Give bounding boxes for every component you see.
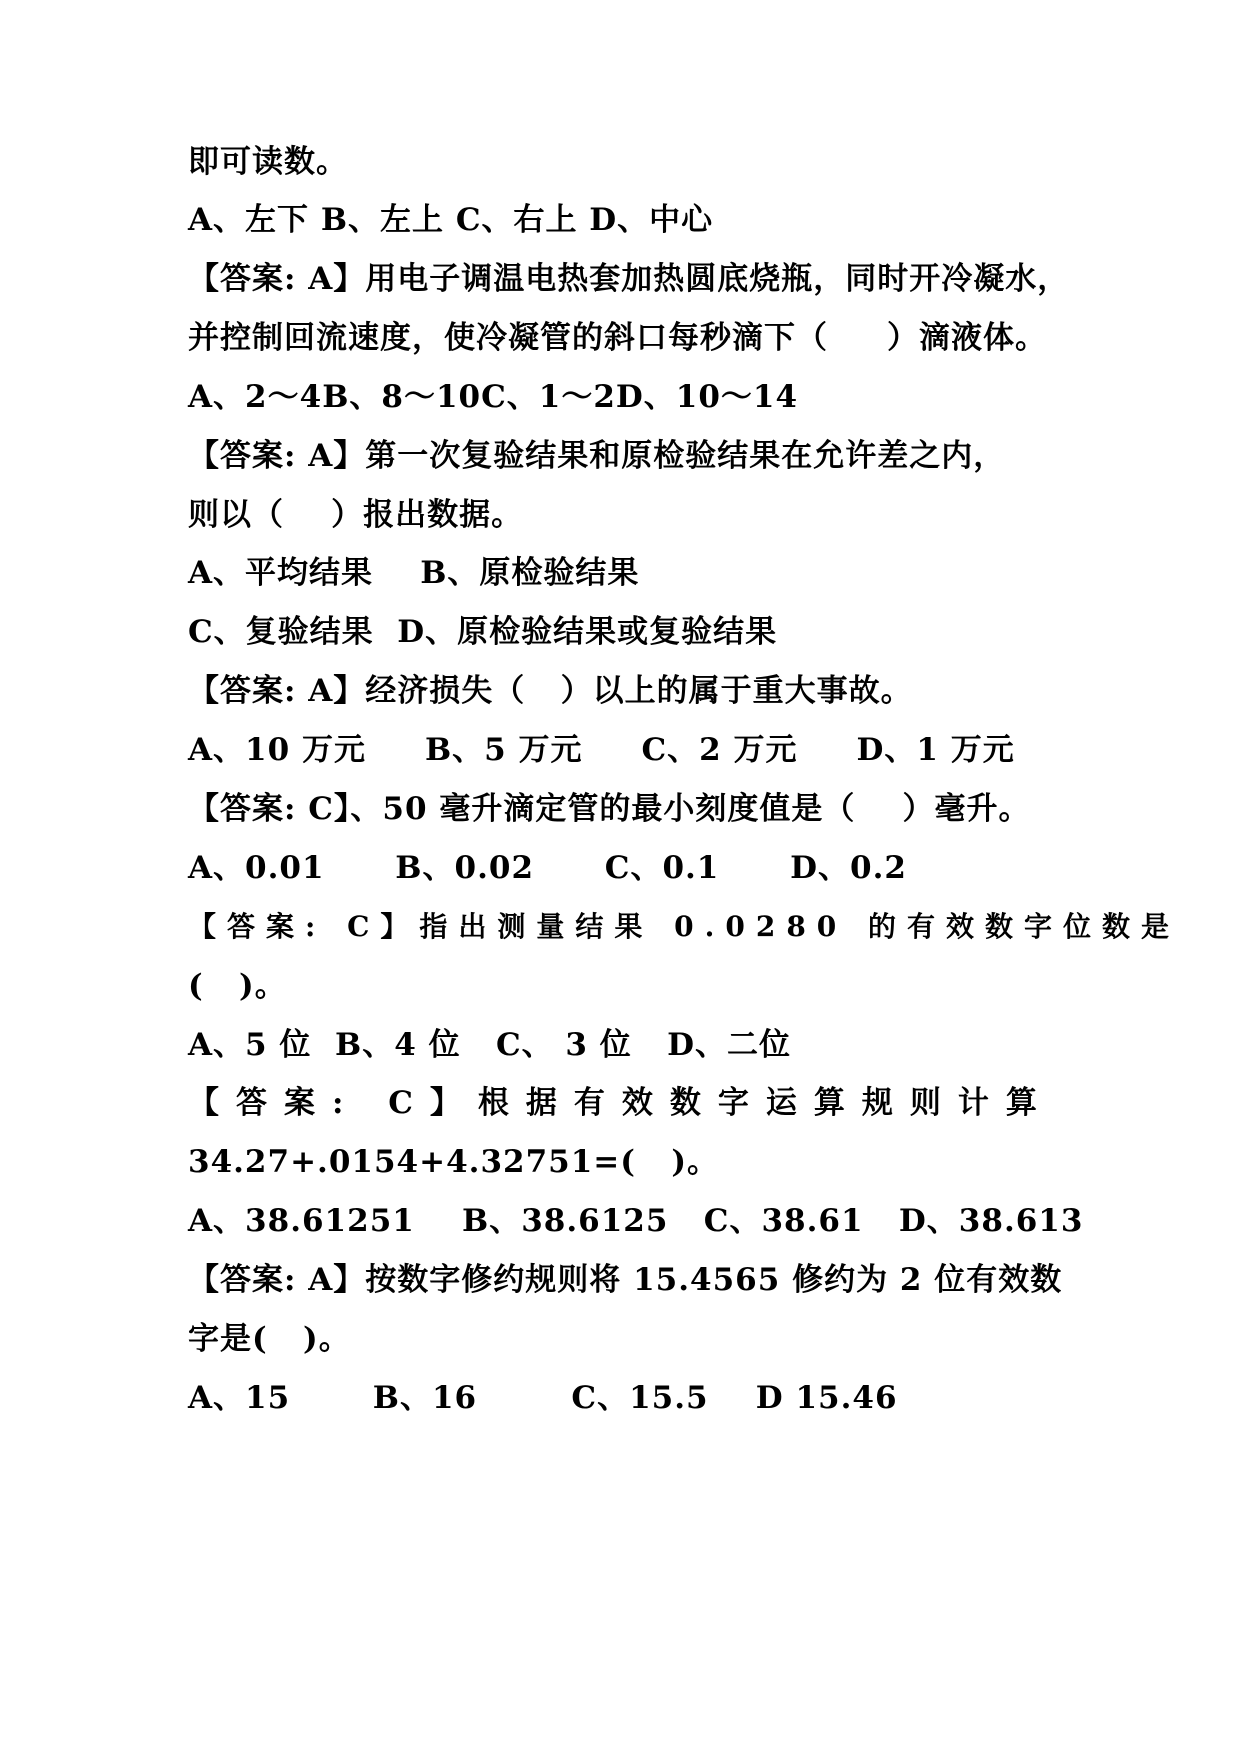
options-line: A、15 B、16 C、15.5 D 15.46 bbox=[188, 1380, 898, 1416]
text-line: 即可读数。 bbox=[188, 144, 348, 180]
options-line: A、左下 B、左上 C、右上 D、中心 bbox=[188, 202, 714, 238]
options-line: C、复验结果 D、原检验结果或复验结果 bbox=[188, 614, 778, 650]
answer-question-line: 【答案: A】第一次复验结果和原检验结果在允许差之内， bbox=[188, 438, 1006, 474]
options-line: A、10 万元 B、5 万元 C、2 万元 D、1 万元 bbox=[188, 732, 1015, 768]
answer-question-line: 【答案: C】根据有效数字运算规则计算 bbox=[188, 1085, 1054, 1121]
text-line: ( )。 bbox=[188, 968, 287, 1004]
answer-question-line: 【答案: C】指出测量结果 0.0280 的有效数字位数是 bbox=[188, 910, 1181, 943]
options-line: A、0.01 B、0.02 C、0.1 D、0.2 bbox=[188, 850, 907, 886]
options-line: A、38.61251 B、38.6125 C、38.61 D、38.613 bbox=[188, 1203, 1084, 1239]
options-line: A、5 位 B、4 位 C、 3 位 D、二位 bbox=[188, 1027, 792, 1063]
answer-question-line: 【答案: A】经济损失（ ）以上的属于重大事故。 bbox=[188, 673, 913, 709]
text-line: 字是( )。 bbox=[188, 1321, 351, 1357]
answer-question-line: 【答案: A】按数字修约规则将 15.4565 修约为 2 位有效数 bbox=[188, 1262, 1063, 1298]
options-line: A、2～4B、8～10C、1～2D、10～14 bbox=[188, 379, 799, 415]
text-line: 则以（ ）报出数据。 bbox=[188, 497, 524, 533]
text-line: 34.27+.0154+4.32751=( )。 bbox=[188, 1144, 719, 1180]
answer-question-line: 【答案: C】、50 毫升滴定管的最小刻度值是（ ）毫升。 bbox=[188, 791, 1031, 827]
text-line: 并控制回流速度，使冷凝管的斜口每秒滴下（ ）滴液体。 bbox=[188, 320, 1047, 356]
options-line: A、平均结果 B、原检验结果 bbox=[188, 555, 640, 591]
answer-question-line: 【答案: A】用电子调温电热套加热圆底烧瓶，同时开冷凝水， bbox=[188, 261, 1070, 297]
